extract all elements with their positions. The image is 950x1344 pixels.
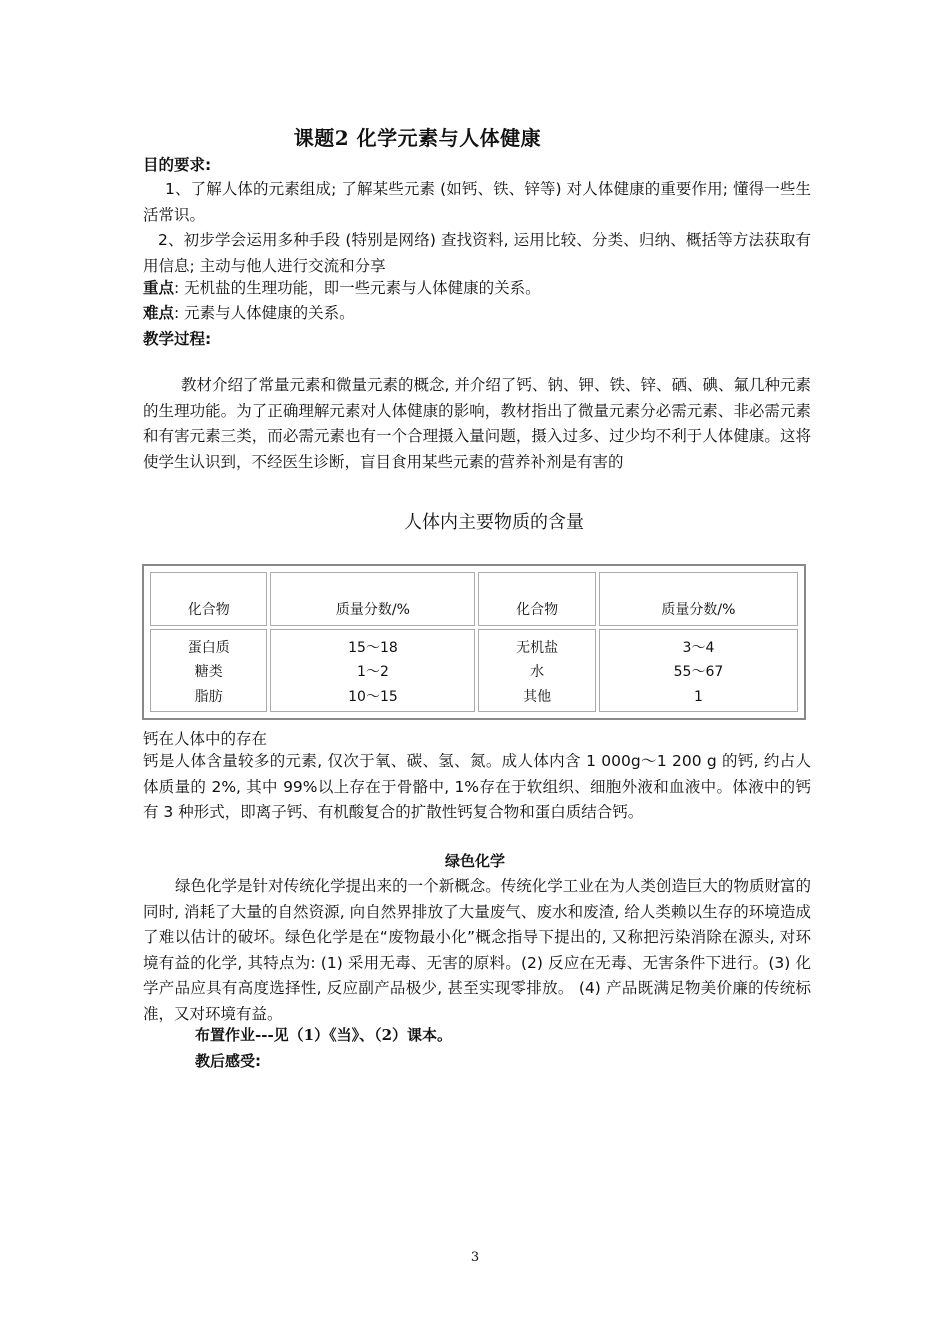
content-table (142, 564, 806, 720)
table-cell: 1～2 (357, 664, 389, 680)
table-cell: 脂肪 (194, 688, 223, 705)
table-cell: 糖类 (194, 664, 223, 680)
table-cell: 蛋白质 (187, 639, 230, 656)
table-cell: 55～67 (673, 664, 724, 680)
table-cell: 3～4 (682, 639, 715, 656)
objective-1: 1、了解人体的元素组成; 了解某些元素 (如钙、铁、锌等) 对人体健康的重要作用; 懂得一些生活常识。 (143, 180, 811, 224)
table-cell: 10～15 (348, 688, 398, 705)
key-point-label: 重点 (143, 279, 175, 297)
table-cell: 1 (693, 688, 703, 705)
difficulty-label: 难点 (143, 304, 175, 322)
header-mass-fraction-2: 质量分数/% (599, 572, 798, 626)
intro-paragraph: 教材介绍了常量元素和微量元素的概念, 并介绍了钙、钠、钾、铁、锌、硒、碘、氟几种元素的生理功能。为了正确理解元素对人体健康的影响，教材指出了微量元素分必需元素、非必需元素和有害元素三类，而必需元素也有一个合理摄入量问题，摄入过多、过少均不利于人体健康。这将使学生认识到，不经医生诊断，盲目食用某些元素的营养补剂是有害的 (143, 376, 811, 471)
table-cell: 水 (530, 664, 545, 680)
calcium-heading: 钙在人体中的存在 (143, 730, 268, 748)
key-point-text: : 无机盐的生理功能，即一些元素与人体健康的关系。 (174, 279, 541, 297)
table-caption: 人体内主要物质的含量 (404, 512, 584, 533)
objective-2: 2、初步学会运用多种手段 (特别是网络) 查找资料, 运用比较、分类、归纳、概括等方法获取有用信息; 主动与他人进行交流和分享 (143, 231, 811, 275)
table-column-compound-1 (150, 629, 267, 712)
calcium-paragraph: 钙是人体含量较多的元素, 仅次于氧、碳、氢、氮。成人体内含 1 000g～1 200 g 的钙, 约占人体质量的 2%, 其中 99%以上存在于骨骼中, 1%存在于软组织、细胞外液和血液中。体液中的钙有 3 种形式，即离子钙、有机酸复合的扩散性钙复合物和蛋白质结合钙。 (143, 752, 811, 821)
page-title: 课题2 化学元素与人体健康 (293, 126, 542, 150)
difficulty-text: : 元素与人体健康的关系。 (174, 304, 355, 322)
key-point (143, 276, 541, 302)
reflection-line: 教后感受: (195, 1052, 261, 1070)
table-header-row (150, 572, 798, 626)
objectives-heading: 目的要求: (143, 156, 212, 174)
header-compound-1: 化合物 (150, 572, 267, 626)
green-chemistry-heading: 绿色化学 (444, 852, 505, 870)
page-number: 3 (470, 1250, 480, 1265)
difficulty-point (143, 301, 355, 327)
table-column-mass-1 (270, 629, 475, 712)
table-cell: 其他 (523, 688, 552, 705)
table-body-row (150, 629, 798, 712)
table-column-mass-2 (599, 629, 798, 712)
header-mass-fraction-1: 质量分数/% (270, 572, 475, 626)
process-heading: 教学过程: (143, 330, 212, 348)
header-compound-2: 化合物 (478, 572, 595, 626)
green-chemistry-paragraph: 绿色化学是针对传统化学提出来的一个新概念。传统化学工业在为人类创造巨大的物质财富的同时, 消耗了大量的自然资源, 向自然界排放了大量废气、废水和废渣, 给人类赖以生存的环境造成了难以估计的破坏。绿色化学是在“废物最小化”概念指导下提出的, 又称把污染消除在源头, 对环境有益的化学, 其特点为: (1) 采用无毒、无害的原料。(2) 反应在无毒、无害条件下进行。(3) 化学产品应具有高度选择性, 反应副产品极少, 甚至实现零排放。 (4) 产品既满足物美价廉的传统标准，又对环境有益。 (143, 877, 811, 1023)
table-cell: 无机盐 (516, 639, 559, 656)
homework-line: 布置作业---见（1）《当》、（2）课本。 (195, 1026, 453, 1044)
table-column-compound-2 (478, 629, 595, 712)
table-cell: 15～18 (348, 639, 398, 656)
